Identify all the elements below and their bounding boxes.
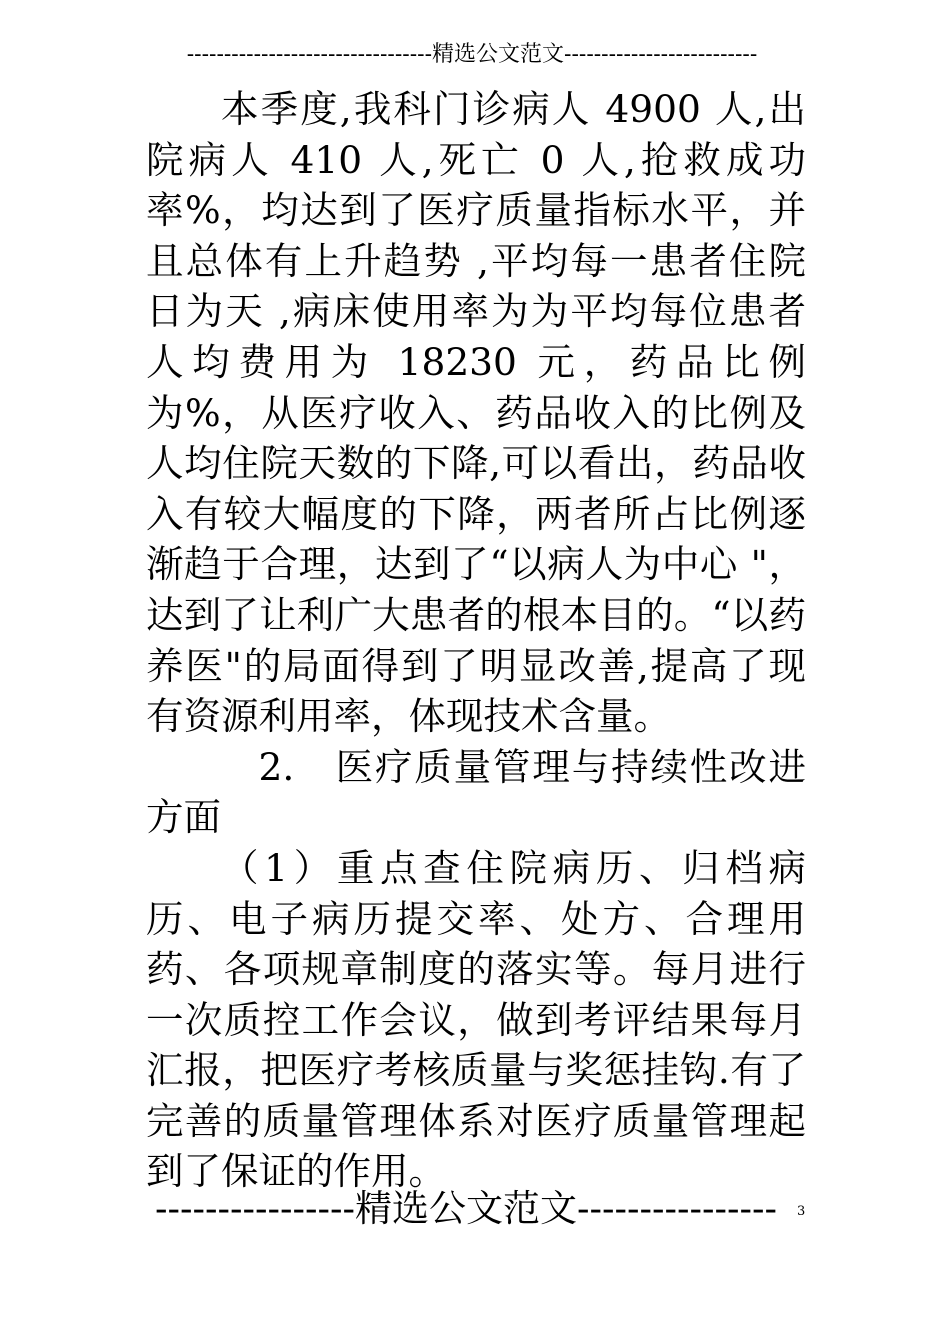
summary-paragraph: 本季度,我科门诊病人 4900 人,出院病人 410 人,死亡 0 人,抢救成功率%，均达到了医疗质量指标水平，并且总体有上升趋势 ,平均每一患者住院日为天 ,病床使用率为为平均每位患者人均费用为 18230 元，药品比例为%，从医疗收入、药品收入的比例及人均住院天数的下降,可以看出，药品收入有较大幅度的下降，两者所占比例逐渐趋于合理，达到了“以病人为中心 "，达到了让利广大患者的根本目的。“以药养医"的局面得到了明显改善,提高了现有资源利用率，体现技术含量。 xyxy=(146,87,806,739)
section-heading: 2. 医疗质量管理与持续性改进方面 xyxy=(146,744,806,840)
document-body xyxy=(146,84,806,1197)
page-header: ---------------------------------精选公文范文-------------------------- xyxy=(186,42,758,67)
quality-control-paragraph: （1）重点查住院病历、归档病历、电子病历提交率、处方、合理用药、各项规章制度的落实等。每月进行一次质控工作会议，做到考评结果每月汇报，把医疗考核质量与奖惩挂钩.有了完善的质量管理体系对医疗质量管理起到了保证的作用。 xyxy=(146,845,806,1194)
page-number: 3 xyxy=(797,1204,806,1219)
page-footer: ----------------精选公文范文---------------- xyxy=(154,1187,778,1230)
